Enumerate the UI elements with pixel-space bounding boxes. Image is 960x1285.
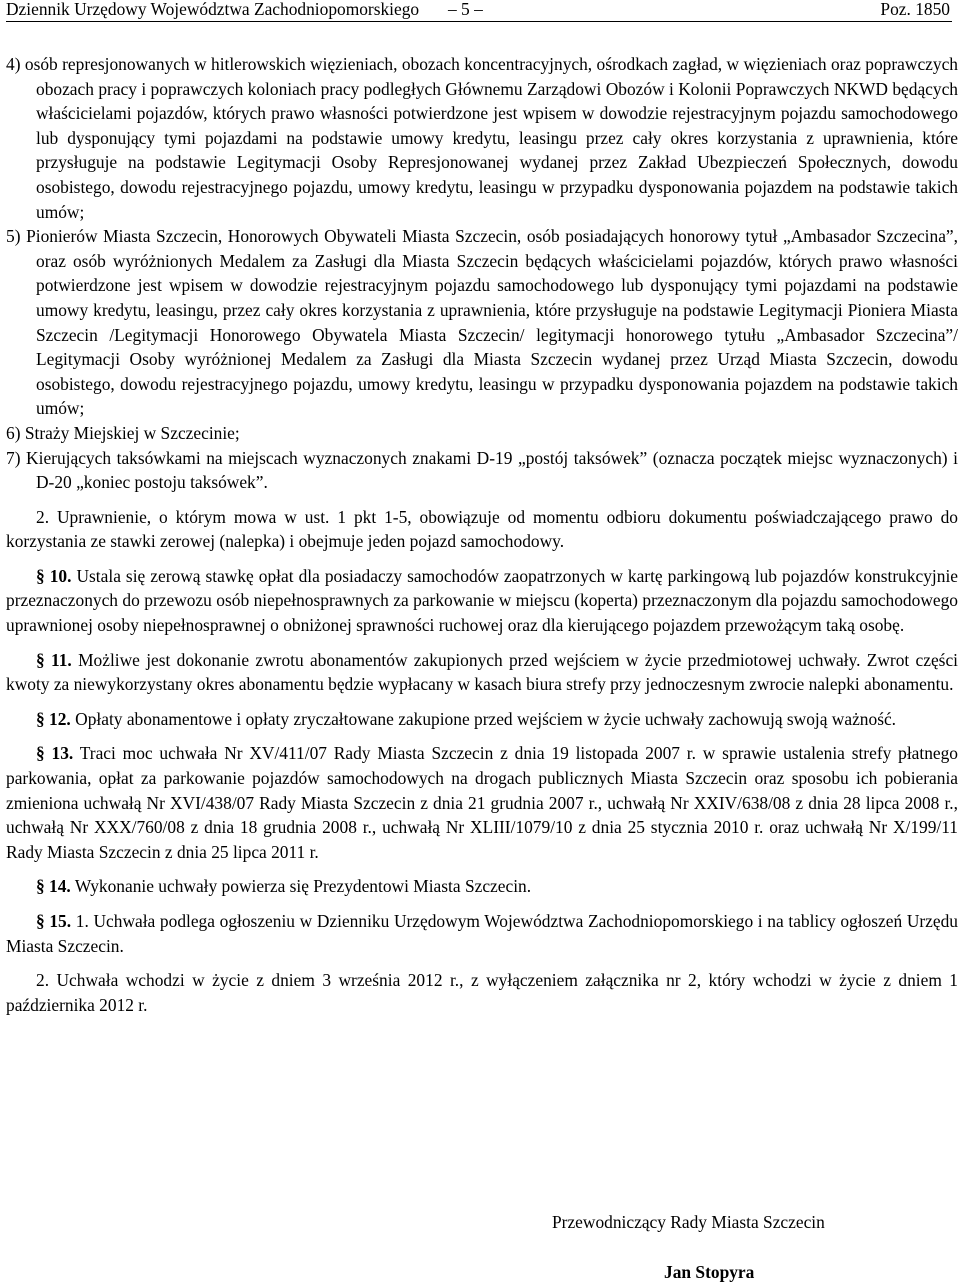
section-13-text: Traci moc uchwała Nr XV/411/07 Rady Miasta Szczecin z dnia 19 listopada 2007 r. w sprawie ustalenia strefy płatnego parkowania, opłat za parkowanie pojazdów samochodowych na drogach publicznych Miasta Szczecin oraz sposobu ich pobierania zmieniona uchwałą Nr XVI/438/07 Rady Miasta Szczecin z dnia 21 grudnia 2007 r., uchwałą Nr XXIV/638/08 z dnia 28 lipca 2008 r., uchwałą Nr XXX/760/08 z dnia 18 grudnia 2008 r., uchwałą Nr XLIII/1079/10 z dnia 25 stycznia 2010 r. oraz uchwałą Nr X/199/11 Rady Miasta Szczecin z dnia 25 lipca 2011 r.	[6, 743, 959, 862]
section-13	[6, 741, 958, 864]
page-number: – 5 –	[448, 0, 483, 19]
section-15-number: § 15.	[36, 911, 72, 931]
point-4: 4) osób represjonowanych w hitlerowskich więzieniach, obozach koncentracyjnych, ośrodkach zagład, w więzieniach oraz poprawczych obozach pracy i poprawczych koloniach pracy podległych Głównemu Zarządowi Obozów i Kolonii Poprawczych NKWD będących właścicielami pojazdów, których prawo własności potwierdzone jest wpisem w dowodzie rejestracyjnym pojazdu samochodowego lub dysponujący tymi pojazdami na podstawie umowy kredytu, leasingu przez cały okres korzystania z uprawnienia, które przysługuje na podstawie Legitymacji Osoby Represjonowanej wydanej przez Zakład Ubezpieczeń Społecznych, dowodu osobistego, dowodu rejestracyjnego pojazdu, umowy kredytu, leasingu w przypadku dysponowania pojazdem na podstawie takich umów;	[6, 54, 958, 222]
page-header	[6, 0, 950, 21]
section-15-text: 1. Uchwała podlega ogłoszeniu w Dzienniku Urzędowym Województwa Zachodniopomorskiego i na tablicy ogłoszeń Urzędu Miasta Szczecin.	[6, 911, 958, 956]
section-14-number: § 14.	[36, 876, 71, 897]
section-12	[6, 707, 958, 732]
section-11-number: § 11.	[36, 649, 72, 670]
position-number: Poz. 1850	[880, 0, 950, 19]
point-7: 7) Kierujących taksówkami na miejscach wyznaczonych znakami D-19 „postój taksówek” (oznacza początek miejsc wyznaczonych) i D-20 „koniec postoju taksówek”.	[6, 447, 958, 493]
section-15	[6, 909, 958, 958]
signature-name: Jan Stopyra	[664, 1262, 755, 1282]
section-10-number: § 10.	[36, 565, 72, 586]
section-13-number: § 13.	[36, 743, 74, 764]
section-11	[6, 648, 958, 697]
document-body	[6, 52, 958, 1017]
section-11-text: Możliwe jest dokonanie zwrotu abonamentów zakupionych przed wejściem w życie przedmiotowej uchwały. Zwrot części kwoty za niewykorzystany okres abonamentu będzie wypłacany w kasach biura strefy przy jednoczesnym zwrocie nalepki abonamentu.	[6, 649, 958, 695]
point-6: 6) Straży Miejskiej w Szczecinie;	[6, 422, 240, 443]
signature-title: Przewodniczący Rady Miasta Szczecin	[552, 1212, 825, 1232]
section-10-text: Ustala się zerową stawkę opłat dla posiadaczy samochodów zaopatrzonych w kartę parkingową lub pojazdów konstrukcyjnie przeznaczonych do przewozu osób niepełnosprawnych za parkowanie w miejscu (koperta) przeznaczonym dla pojazdu samochodowego uprawnionej osoby niepełnosprawnej o obniżonej sprawności ruchowej oraz dla kierującego pojazdem przewożącym taką osobę.	[6, 565, 959, 636]
section-14-text: Wykonanie uchwały powierza się Prezydentowi Miasta Szczecin.	[74, 876, 532, 897]
section-14	[6, 874, 958, 899]
section-12-number: § 12.	[36, 708, 71, 729]
section-15-paragraph-2: 2. Uchwała wchodzi w życie z dniem 3 września 2012 r., z wyłączeniem załącznika nr 2, który wchodzi w życie z dniem 1 października 2012 r.	[6, 970, 958, 1015]
point-5: 5) Pionierów Miasta Szczecin, Honorowych Obywateli Miasta Szczecin, osób posiadających honorowy tytuł „Ambasador Szczecina”, oraz osób wyróżnionych Medalem za Zasługi dla Miasta Szczecin będących właścicielami pojazdów, których prawo własności potwierdzone jest wpisem w dowodzie rejestracyjnym pojazdu samochodowego lub dysponujący tymi pojazdami na podstawie umowy kredytu, leasingu, przez cały okres korzystania z uprawnienia, które przysługuje na podstawie Legitymacji Pioniera Miasta Szczecin /Legitymacji Honorowego Obywatela Miasta Szczecin/ legitymacji honorowego tytułu „Ambasador Szczecina”/ Legitymacji Osoby wyróżnionej Medalem za Zasługi dla Miasta Szczecin wydanej przez Urząd Miasta Szczecin, dowodu osobistego, dowodu rejestracyjnego pojazdu, umowy kredytu, leasingu w przypadku dysponowania pojazdem na podstawie takich umów;	[6, 226, 958, 419]
section-12-text: Opłaty abonamentowe i opłaty zryczałtowane zakupione przed wejściem w życie uchwały zachowują swoją ważność.	[75, 708, 897, 729]
journal-title: Dziennik Urzędowy Województwa Zachodniopomorskiego	[6, 0, 420, 19]
header-rule	[6, 21, 952, 22]
section-10	[6, 564, 958, 638]
section-9-paragraph-2: 2. Uprawnienie, o którym mowa w ust. 1 pkt 1-5, obowiązuje od momentu odbioru dokumentu poświadczającego prawo do korzystania ze stawki zerowej (nalepka) i obejmuje jeden pojazd samochodowy.	[6, 506, 958, 552]
